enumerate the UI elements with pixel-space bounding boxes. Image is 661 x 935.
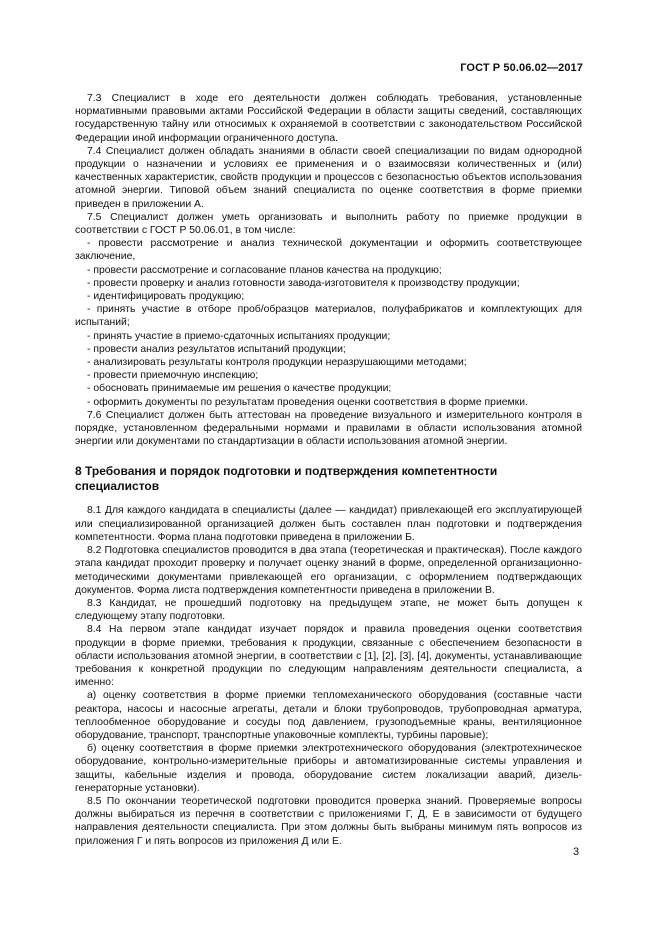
document-code: ГОСТ Р 50.06.02—2017 — [460, 62, 583, 74]
list-item: - провести анализ результатов испытаний продукции; — [87, 343, 346, 355]
paragraph-8-4: 8.4 На первом этапе кандидат изучает порядок и правила проведения оценки соответствия продукции в форме приемки, требования к продукции, связанные с обеспечением безопасности в области использования атомной энергии, в соответствии с [1], [2], [3], [4], документы, устанавливающие требования к конкретной продукции по следующим направлениям деятельности специалиста, а именно: — [75, 624, 582, 689]
list-item: - провести проверку и анализ готовности завода-изготовителя к производству продукции; — [87, 277, 520, 289]
page-number: 3 — [573, 846, 580, 858]
paragraph-7-4: 7.4 Специалист должен обладать знаниями в области своей специализации по видам однородной продукции о назначении и условиях ее применения и о взаимосвязи количественных и (или) качественных характеристик, свойств продукции и процессов с безопасностью объектов использования атомной энергии. Типовой объем знаний специалиста по оценке соответствия в форме приемки приведен в приложении А. — [75, 145, 582, 210]
list-item: - провести рассмотрение и согласование планов качества на продукцию; — [87, 264, 442, 276]
paragraph-8-1: 8.1 Для каждого кандидата в специалисты (далее — кандидат) привлекающей его эксплуатирующей или специализированной организацией должен быть составлен план подготовки и подтверждения компетентности. Форма плана подготовки приведена в приложении Б. — [75, 505, 582, 543]
list-item: - принять участие в приемо-сдаточных испытаниях продукции; — [87, 330, 391, 342]
section-gap — [75, 448, 582, 464]
list-item: - принять участие в отборе проб/образцов материалов, полуфабрикатов и комплектующих для испытаний; — [75, 304, 582, 329]
paragraph-8-4-a: а) оценку соответствия в форме приемки тепломеханического оборудования (составные части реактора, насосы и насосные агрегаты, детали и блоки трубопроводов, трубопроводная арматура, теплообменное оборудование и сосуды под давлением, грузоподъемные краны, вентиляционное оборудование, транспорт, транспортные упаковочные комплекты, турбины паровые); — [75, 690, 582, 741]
document-body — [75, 92, 582, 848]
paragraph-8-2: 8.2 Подготовка специалистов проводится в два этапа (теоретическая и практическая). После каждого этапа кандидат проходит проверку и получает оценку знаний в форме, определенной организационно-методическими документами привлекающей его организации, с оформлением подтверждающих документов. Форма листа подтверждения компетентности приведена в приложении В. — [75, 545, 582, 596]
list-item: - провести приемочную инспекцию; — [87, 370, 259, 382]
paragraph-7-5: 7.5 Специалист должен уметь организовать и выполнить работу по приемке продукции в соответствии с ГОСТ Р 50.06.01, в том числе: — [75, 211, 582, 237]
paragraph-7-6: 7.6 Специалист должен быть аттестован на проведение визуального и измерительного контроля в порядке, установленном федеральными нормами и правилами в области использования атомной энергии или документами по стандартизации в области использования атомной энергии. — [75, 409, 582, 448]
paragraph-7-3: 7.3 Специалист в ходе его деятельности должен соблюдать требования, установленные нормативными правовыми актами Российской Федерации в области защиты сведений, составляющих государственную тайну или относимых к охраняемой в соответствии с законодательством Российской Федерации иной информации ограниченного доступа. — [75, 93, 582, 144]
section-8-heading: 8 Требования и порядок подготовки и подтверждения компетентности специалистов — [75, 464, 498, 494]
list-item: - провести рассмотрение и анализ технической документации и оформить соответствующее заключение, — [75, 238, 582, 263]
list-item: - обосновать принимаемые им решения о качестве продукции; — [87, 383, 392, 395]
list-item: - анализировать результаты контроля продукции неразрушающими методами; — [87, 357, 467, 369]
list-item: - идентифицировать продукцию; — [87, 291, 245, 303]
paragraph-8-5: 8.5 По окончании теоретической подготовки проводится проверка знаний. Проверяемые вопросы должны выбираться из перечня в соответствии с приложениями Г, Д, Е в зависимости от будущего направления деятельности специалиста. При этом должны быть выбраны минимум пять вопросов из приложения Г и пять вопросов из приложения Д или Е. — [75, 795, 582, 847]
paragraph-8-4-b: б) оценку соответствия в форме приемки электротехнического оборудования (электротехническое оборудование, контрольно-измерительные приборы и автоматизированные системы управления и защиты, кабельные изделия и провода, оборудование систем локализации аварий, дизель-генераторные установки). — [75, 743, 582, 794]
list-item: - оформить документы по результатам проведения оценки соответствия в форме приемки. — [87, 396, 528, 408]
paragraph-8-3: 8.3 Кандидат, не прошедший подготовку на предыдущем этапе, не может быть допущен к следующему этапу подготовки. — [75, 597, 582, 623]
